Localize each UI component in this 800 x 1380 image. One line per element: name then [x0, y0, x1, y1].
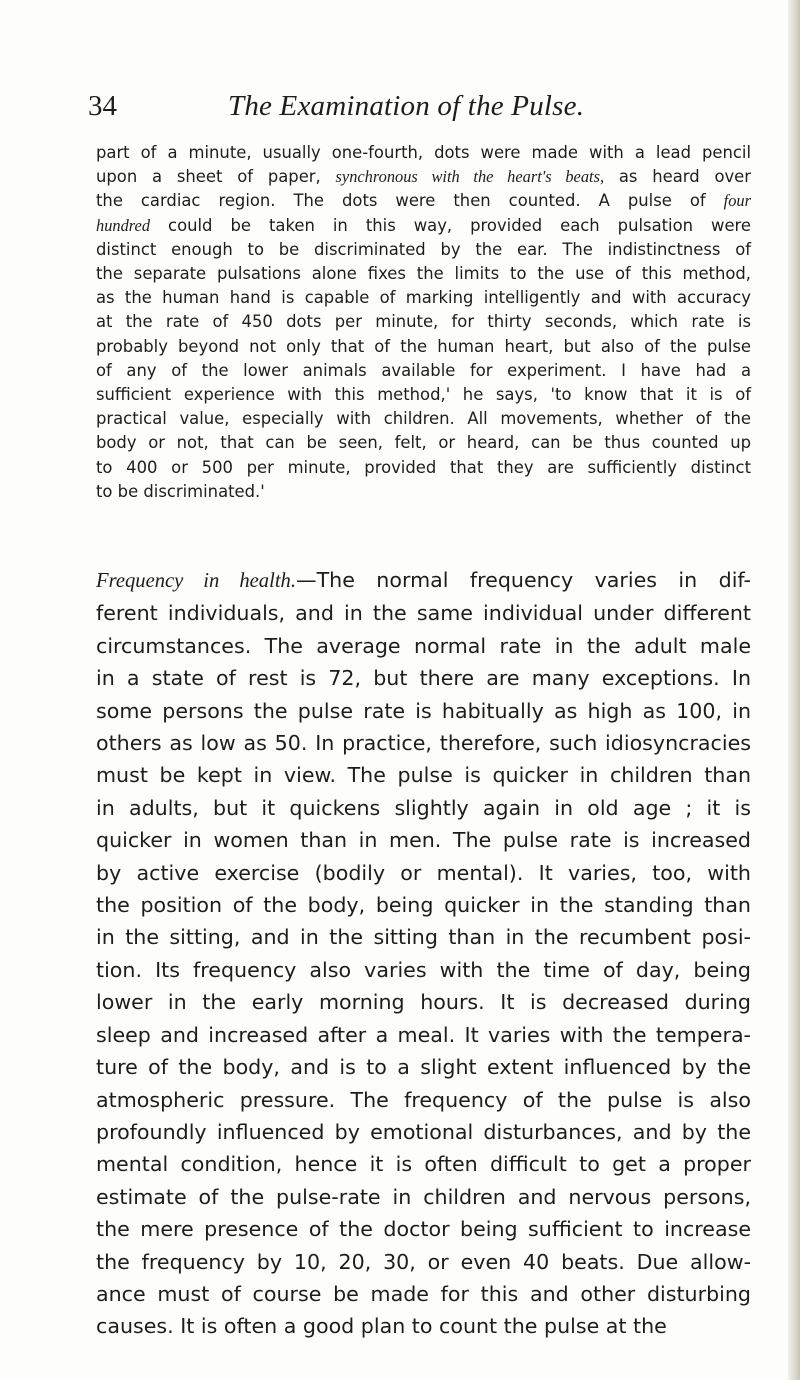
text-line — [96, 759, 751, 791]
text-line — [96, 986, 751, 1018]
text-run: probably beyond not only that of the human heart, but also of the pulse — [96, 336, 751, 356]
text-line — [96, 1019, 751, 1051]
text-line — [96, 310, 751, 334]
page-number: 34 — [88, 90, 117, 122]
text-line — [96, 630, 751, 662]
text-run: ance must of course be made for this and other disturbing — [96, 1281, 751, 1306]
text-run: distinct enough to be discriminated by the ear. The indistinctness of — [96, 239, 751, 259]
text-line — [96, 335, 751, 359]
text-run: as heard over — [604, 167, 751, 187]
text-run: sufficient experience with this method,' he says, 'to know that it is of — [96, 385, 751, 405]
text-line — [96, 407, 751, 431]
text-run: the cardiac region. The dots were then counted. A pulse of — [96, 191, 724, 211]
text-run: circumstances. The average normal rate in the adult male — [96, 633, 751, 658]
text-run: estimate of the pulse-rate in children and nervous persons, — [96, 1184, 751, 1209]
text-run: lower in the early morning hours. It is decreased during — [96, 990, 751, 1015]
text-run: body or not, that can be seen, felt, or heard, can be thus counted up — [96, 433, 751, 453]
text-line — [96, 141, 751, 165]
italic-text-run: hundred — [96, 215, 151, 235]
text-run: atmospheric pressure. The frequency of the pulse is also — [96, 1087, 751, 1112]
text-line — [96, 1084, 751, 1116]
text-line — [96, 165, 751, 189]
text-line — [96, 564, 751, 597]
text-run: in a state of rest is 72, but there are many exceptions. In — [96, 666, 751, 691]
page-edge-shadow — [788, 0, 800, 1380]
text-run: ferent individuals, and in the same individual under different — [96, 601, 751, 626]
text-line — [96, 359, 751, 383]
text-line — [96, 662, 751, 694]
text-line — [96, 1116, 751, 1148]
text-run: of any of the lower animals available for experiment. I have had a — [96, 360, 751, 380]
text-run: mental condition, hence it is often difficult to get a proper — [96, 1152, 751, 1177]
text-line — [96, 383, 751, 407]
text-line — [96, 456, 751, 480]
text-run: some persons the pulse rate is habitually as high as 100, in — [96, 698, 751, 723]
text-run: others as low as 50. In practice, therefore, such idiosyncracies — [96, 731, 751, 756]
text-run: —The normal frequency varies in dif- — [295, 568, 751, 592]
text-line — [96, 1148, 751, 1180]
text-run: could be taken in this way, provided each pulsation were — [150, 215, 751, 235]
paragraph-frequency-in-health — [96, 564, 751, 1343]
text-run: at the rate of 450 dots per minute, for thirty seconds, which rate is — [96, 312, 751, 332]
text-line — [96, 1310, 751, 1342]
text-run: as the human hand is capable of marking intelligently and with accuracy — [96, 288, 751, 308]
running-title: The Examination of the Pulse. — [228, 90, 585, 122]
text-run: in the sitting, and in the sitting than in the recumbent posi- — [96, 925, 751, 950]
text-run: to 400 or 500 per minute, provided that they are sufficiently distinct — [96, 457, 751, 477]
text-line — [96, 695, 751, 727]
text-run: the frequency by 10, 20, 30, or even 40 beats. Due allow- — [96, 1249, 751, 1274]
text-run: quicker in women than in men. The pulse rate is increased — [96, 828, 751, 853]
text-line — [96, 1051, 751, 1083]
text-run: upon a sheet of paper, — [96, 167, 336, 187]
text-run: must be kept in view. The pulse is quicker in children than — [96, 763, 751, 788]
text-run: causes. It is often a good plan to count the pulse at the — [96, 1314, 667, 1339]
text-run: the position of the body, being quicker in the standing than — [96, 893, 751, 918]
text-run: practical value, especially with children. All movements, whether of the — [96, 409, 751, 429]
text-run: part of a minute, usually one-fourth, dots were made with a lead pencil — [96, 143, 751, 162]
text-line — [96, 480, 751, 504]
italic-text-run: Frequency in health. — [96, 570, 296, 592]
text-line — [96, 1213, 751, 1245]
text-run: tion. Its frequency also varies with the time of day, being — [96, 957, 751, 982]
text-line — [96, 857, 751, 889]
text-run: sleep and increased after a meal. It varies with the tempera- — [96, 1022, 751, 1047]
text-run: to be discriminated.' — [96, 481, 265, 501]
text-line — [96, 286, 751, 310]
text-run: profoundly influenced by emotional disturbances, and by the — [96, 1119, 751, 1144]
text-line — [96, 889, 751, 921]
text-line — [96, 727, 751, 759]
text-line — [96, 597, 751, 629]
text-run: the separate pulsations alone fixes the limits to the use of this method, — [96, 264, 751, 284]
text-line — [96, 1278, 751, 1310]
text-line — [96, 189, 751, 213]
text-line — [96, 921, 751, 953]
italic-text-run: four — [723, 191, 751, 211]
text-run: by active exercise (bodily or mental). It varies, too, with — [96, 860, 751, 885]
paragraph-small-print — [96, 141, 751, 504]
text-line — [96, 214, 751, 238]
text-line — [96, 238, 751, 262]
text-line — [96, 262, 751, 286]
text-run: the mere presence of the doctor being sufficient to increase — [96, 1217, 751, 1242]
italic-text-run: synchronous with the heart's beats, — [335, 167, 605, 187]
text-line — [96, 792, 751, 824]
text-run: ture of the body, and is to a slight extent influenced by the — [96, 1055, 751, 1080]
text-run: in adults, but it quickens slightly again in old age ; it is — [96, 795, 751, 820]
text-line — [96, 954, 751, 986]
text-line — [96, 431, 751, 455]
text-line — [96, 1246, 751, 1278]
page-header — [88, 90, 748, 130]
text-line — [96, 1181, 751, 1213]
text-line — [96, 824, 751, 856]
